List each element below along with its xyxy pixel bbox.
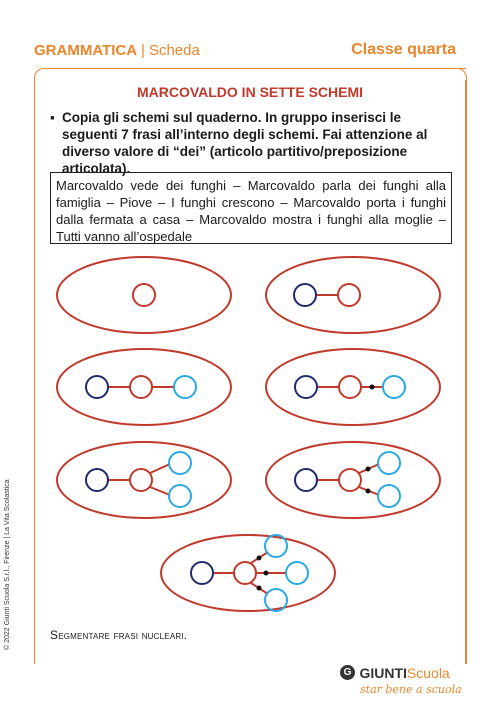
scheme-6 [266,442,440,518]
bullet-icon: ▪ [50,110,55,125]
subject-circle [191,562,213,584]
complement-circle [265,589,287,611]
verb-circle [133,284,155,306]
link-line [150,464,170,473]
preposition-dot [366,489,371,494]
preposition-dot [370,385,375,390]
complement-circle [286,562,308,584]
page-title: MARCOVALDO IN SETTE SCHEMI [136,84,364,100]
giunti-logo-icon: G [340,665,355,680]
scheme-4 [266,349,440,425]
grade-label: Classe quarta [351,41,456,58]
logo-scuola: Scuola [406,664,450,681]
scheme-3 [57,349,231,425]
scheme-ellipse [266,349,440,425]
complement-circle [383,376,405,398]
preposition-dot [366,467,371,472]
scheme-ellipse [57,257,231,333]
logo-tagline: star bene a scuola [360,683,462,696]
scheme-ellipse [266,257,440,333]
sentences-box: Marcovaldo vede dei funghi – Marcovaldo parla dei funghi alla famiglia – Piove – I funghi crescono – Marcovaldo porta i funghi dalla fermata a casa – Marcovaldo mostra i funghi alla moglie – Tutti vanno all’ospedale [50,172,452,244]
scheme-ellipse [266,442,440,518]
scheme-5 [57,442,231,518]
verb-circle [234,562,256,584]
subject-label: GRAMMATICA [34,42,138,59]
sheet-label: Scheda [148,42,200,59]
complement-circle [378,485,400,507]
complement-circle [265,535,287,557]
scheme-1 [57,257,231,333]
instruction-text: Copia gli schemi sul quaderno. In gruppo inserisci le seguenti 7 frasi all’interno degli schemi. Fai attenzione al diverso valore di “dei” (articolo partitivo/preposizione articolata). [62,110,428,176]
verb-circle [338,284,360,306]
verb-circle [339,469,361,491]
verb-circle [130,469,152,491]
scheme-7 [161,535,335,611]
subject-circle [86,469,108,491]
scheme-2 [266,257,440,333]
scheme-ellipse [57,349,231,425]
subject-circle [86,376,108,398]
scheme-ellipse [57,442,231,518]
verb-circle [130,376,152,398]
complement-circle [174,376,196,398]
complement-circle [378,452,400,474]
copyright-text: © 2022 Giunti Scuola S.r.l., Firenze | La Vita Scolastica [4,479,11,650]
subject-circle [295,469,317,491]
link-line [150,487,170,495]
header-separator: | [141,42,145,59]
complement-circle [169,452,191,474]
preposition-dot [257,586,262,591]
preposition-dot [257,556,262,561]
subject-circle [295,376,317,398]
complement-circle [169,485,191,507]
footer-note: Segmentare frasi nucleari. [50,628,188,642]
preposition-dot [264,571,269,576]
publisher-logo [340,664,480,696]
logo-name: GIUNTI [359,664,407,681]
subject-circle [294,284,316,306]
verb-circle [339,376,361,398]
